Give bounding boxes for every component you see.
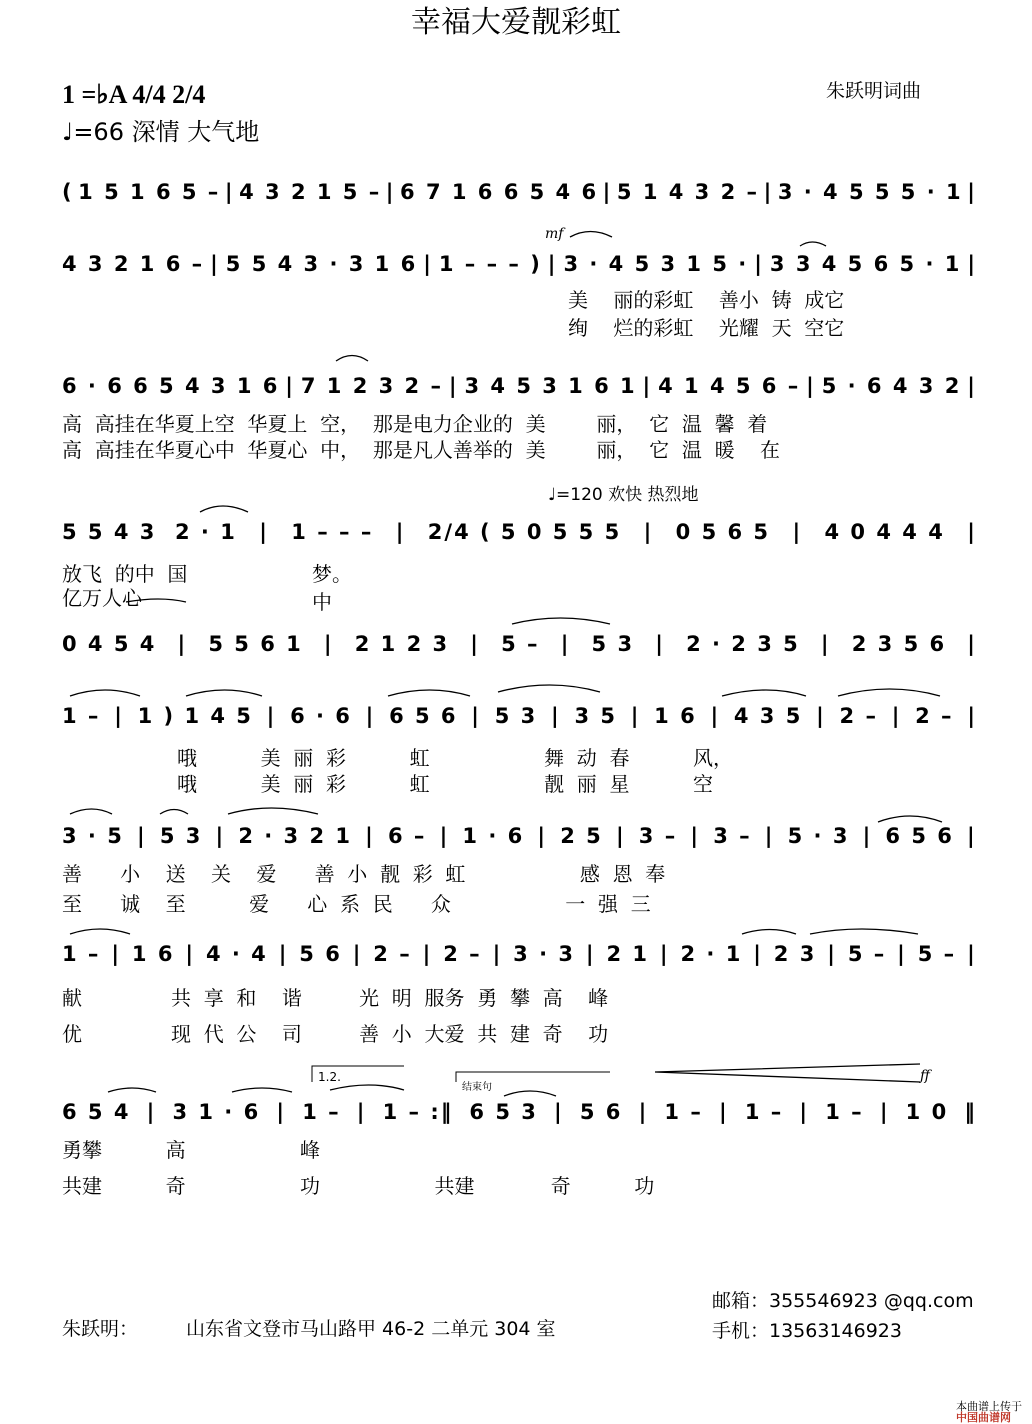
note-group: 4 1 4 5 6 –	[658, 374, 801, 398]
note-group: 2 1 2 3	[354, 632, 450, 656]
note-group: 2 · 3 2 1	[238, 824, 353, 848]
note-group: 4 3 2 1 5 –	[239, 180, 382, 204]
bar-line: |	[423, 252, 433, 276]
bar-line: |	[763, 180, 774, 204]
bar-line: |	[448, 374, 459, 398]
note-group: 3 –	[713, 824, 752, 848]
bar-line: |	[967, 824, 977, 848]
note-group: 1 · 6	[462, 824, 525, 848]
note-group: 3 · 4 5 3 1 5 ·	[563, 252, 749, 276]
bar-line: |	[278, 942, 289, 966]
note-group: 5 · 3	[787, 824, 850, 848]
note-group: 5 6	[579, 1100, 623, 1124]
note-group: 3 · 5	[62, 824, 124, 848]
notes-row	[62, 180, 977, 204]
bar-line: |	[439, 824, 450, 848]
bar-line: |	[259, 520, 269, 544]
notes-row	[62, 632, 977, 656]
note-group: 1 0	[905, 1100, 949, 1124]
bar-line: 1 – :‖	[382, 1100, 454, 1124]
staff-line-8	[62, 930, 977, 1046]
bar-line: |	[356, 1100, 367, 1124]
note-group: 6 7 1 6 6 5 4 6	[400, 180, 599, 204]
note-group: 1 –	[62, 942, 101, 966]
bar-line: |	[967, 942, 977, 966]
note-group: 5 · 6 4 3 2	[821, 374, 962, 398]
bar-line: |	[710, 704, 721, 728]
tempo-marking-intro: ♩=66 深情 大气地	[62, 118, 260, 146]
note-group: 5 1 4 3 2 –	[616, 180, 760, 204]
bar-line: |	[585, 942, 596, 966]
lyrics-verse-2: 绚 烂的彩虹 光耀 天 空它	[568, 316, 845, 340]
lyrics-verse-1: 善 小 送 关 爱 善 小 靓 彩 虹 感 恩 奉	[62, 862, 666, 886]
note-group: 3 · 3	[513, 942, 575, 966]
note-group: 3 5	[574, 704, 617, 728]
lyrics-verse-1: 放飞 的中 国	[62, 562, 188, 586]
dynamic-ff: ff	[920, 1068, 930, 1084]
bar-line: |	[967, 252, 977, 276]
bar-line: |	[753, 942, 763, 966]
staff-line-4	[62, 508, 977, 614]
bar-line: |	[967, 632, 977, 656]
bar-line: |	[827, 942, 837, 966]
note-group: 4 3 5	[733, 704, 803, 728]
author-phone: 手机：13563146923	[712, 1320, 902, 1342]
note-group: 2 · 2 3 5	[686, 632, 800, 656]
notes-row	[62, 520, 977, 544]
note-group: (	[62, 180, 74, 204]
lyrics-verse-1: 勇攀 高 峰	[62, 1138, 321, 1162]
note-group: 2 5	[560, 824, 603, 848]
note-group: 4 · 4	[205, 942, 268, 966]
note-group: 7 1 2 3 2 –	[300, 374, 443, 398]
note-group: 5 –	[501, 632, 540, 656]
note-group: 1 ) 1 4 5	[137, 704, 253, 728]
bar-line: |	[136, 824, 147, 848]
note-group: 3 –	[638, 824, 678, 848]
lyrics-verse-1: 献 共 享 和 谐 光 明 服务 勇 攀 高 峰	[62, 986, 609, 1010]
note-group: 5 6	[299, 942, 342, 966]
note-group: 5 5 4 3 · 3 1 6	[225, 252, 418, 276]
note-group: 6 5 3	[469, 1100, 538, 1124]
note-group: 1 5 1 6 5 –	[78, 180, 221, 204]
note-group: 6 · 6 6 5 4 3 1 6	[62, 374, 280, 398]
staff-line-7	[62, 812, 977, 916]
bar-line: |	[111, 942, 122, 966]
note-group: 1 – – –	[291, 520, 374, 544]
lyrics-verse-1: 哦 美 丽 彩 虹 舞 动 春 风，	[177, 746, 734, 770]
bar-line: |	[560, 632, 571, 656]
bar-line: |	[806, 374, 816, 398]
note-group: 5 –	[917, 942, 957, 966]
note-group: 5 5 4 3 2 · 1	[62, 520, 237, 544]
note-group: 3 3 4 5 6 5 · 1	[769, 252, 962, 276]
note-group: 6 5 4	[62, 1100, 131, 1124]
bar-line: |	[642, 374, 653, 398]
bar-line: |	[177, 632, 188, 656]
staff-line-5	[62, 620, 977, 680]
staff-line-3	[62, 362, 977, 462]
lyrics-verse-2: 至 诚 至 爱 心 系 民 众 一 强 三	[62, 892, 651, 916]
composer-credit: 朱跃明词曲	[826, 80, 922, 102]
author-name: 朱跃明：	[62, 1318, 139, 1340]
note-group: 5 5 6 1	[208, 632, 303, 656]
bar-line: |	[754, 252, 764, 276]
bar-line: |	[799, 1100, 810, 1124]
upload-credit-text: 本曲谱上传于	[956, 1400, 1022, 1413]
notes-row	[62, 252, 977, 276]
note-group: 2 –	[915, 704, 954, 728]
bar-line: |	[554, 1100, 564, 1124]
bar-line: |	[215, 824, 226, 848]
lyrics-verse-2: 高 高挂在华夏心中 华夏心 中， 那是凡人善举的 美 丽， 它 温 暖 在	[62, 438, 781, 462]
bar-line: |	[365, 824, 375, 848]
bar-line: |	[547, 252, 558, 276]
note-group: 0 5 6 5	[675, 520, 771, 544]
song-title: 幸福大爱靓彩虹	[411, 5, 621, 40]
note-group: 2 –	[839, 704, 878, 728]
bar-line: |	[471, 704, 481, 728]
lyrics-verse-1: 高 高挂在华夏上空 华夏上 空， 那是电力企业的 美 丽， 它 温 馨 着	[62, 412, 768, 436]
bar-line: |	[862, 824, 873, 848]
note-group: 5 3	[591, 632, 635, 656]
bar-line: |	[224, 180, 235, 204]
bar-line: |	[638, 1100, 649, 1124]
bar-line: |	[537, 824, 548, 848]
staff-line-6	[62, 692, 977, 796]
bar-line: |	[659, 942, 670, 966]
note-group: 1 6	[654, 704, 697, 728]
author-email: 邮箱：355546923 @qq.com	[712, 1290, 974, 1312]
bar-line: |	[891, 704, 902, 728]
note-group: 6 –	[388, 824, 427, 848]
bar-line: |	[551, 704, 561, 728]
bar-line: ‖	[964, 1100, 977, 1124]
note-group: 0 4 5 4	[62, 632, 157, 656]
bar-line: |	[395, 520, 406, 544]
site-logo: 中国曲谱网	[956, 1411, 1011, 1424]
bar-line: |	[816, 704, 826, 728]
bar-line: |	[492, 942, 503, 966]
bar-line: |	[146, 1100, 157, 1124]
note-group: 2/4 ( 5 0 5 5 5	[427, 520, 622, 544]
bar-line: |	[276, 1100, 287, 1124]
bar-line: |	[210, 252, 220, 276]
note-group: 1 –	[744, 1100, 784, 1124]
note-group: 6 · 6	[290, 704, 352, 728]
bar-line: |	[718, 1100, 729, 1124]
bar-line: |	[967, 520, 977, 544]
note-group: 3 · 4 5 5 5 · 1	[777, 180, 963, 204]
lyrics-verse-1-end: 梦。	[312, 562, 352, 586]
bar-line: |	[792, 520, 803, 544]
note-group: 1 –	[664, 1100, 703, 1124]
bar-line: |	[967, 704, 977, 728]
bar-line: |	[285, 374, 295, 398]
note-group: 3 4 5 3 1 6 1	[464, 374, 637, 398]
bar-line: |	[879, 1100, 890, 1124]
lyrics-verse-2: 优 现 代 公 司 善 小 大爱 共 建 奇 功	[62, 1022, 609, 1046]
note-group: 1 –	[302, 1100, 341, 1124]
author-address: 山东省文登市马山路甲 46-2 二单元 304 室	[186, 1318, 556, 1340]
note-group: 1 6	[131, 942, 175, 966]
key-signature: 1 =♭A 4/4 2/4	[62, 80, 206, 109]
lyrics-verse-2: 亿万人心	[62, 586, 142, 610]
bar-line: |	[690, 824, 701, 848]
note-group: 6 5 6	[885, 824, 954, 848]
notes-row	[62, 1100, 977, 1124]
lyrics-verse-2-end: 中	[312, 590, 332, 614]
note-group: 4 3 2 1 6 –	[62, 252, 205, 276]
note-group: 5 3	[159, 824, 203, 848]
dynamic-mf: mf	[545, 226, 564, 242]
bar-line: |	[643, 520, 654, 544]
note-group: 1 –	[825, 1100, 864, 1124]
staff-line-1	[62, 168, 977, 228]
note-group: 2 –	[373, 942, 412, 966]
staff-line-9	[62, 1088, 977, 1198]
bar-line: |	[422, 942, 433, 966]
note-group: 1 – – – )	[438, 252, 542, 276]
note-group: 5 –	[847, 942, 887, 966]
lyrics-verse-2: 哦 美 丽 彩 虹 靓 丽 星 空	[177, 772, 714, 796]
bar-line: |	[897, 942, 907, 966]
bar-line: |	[655, 632, 665, 656]
bar-line: |	[967, 374, 977, 398]
bar-line: |	[967, 180, 977, 204]
bar-line: |	[385, 180, 396, 204]
bar-line: |	[185, 942, 196, 966]
note-group: 2 –	[443, 942, 482, 966]
note-group: 2 1	[606, 942, 649, 966]
note-group: 3 1 · 6	[172, 1100, 261, 1124]
ending-label: 结束句	[462, 1082, 492, 1093]
bar-line: |	[764, 824, 775, 848]
bar-line: |	[266, 704, 277, 728]
volta-label: 1.2.	[318, 1070, 341, 1084]
note-group: 1 –	[62, 704, 101, 728]
note-group: 6 5 6	[389, 704, 458, 728]
note-group: 4 0 4 4 4	[824, 520, 945, 544]
note-group: 2 3	[773, 942, 817, 966]
note-group: 2 3 5 6	[851, 632, 947, 656]
bar-line: |	[352, 942, 363, 966]
notes-row	[62, 704, 977, 728]
bar-line: |	[365, 704, 376, 728]
note-group: 2 · 1	[680, 942, 743, 966]
notes-row	[62, 824, 977, 848]
bar-line: |	[114, 704, 124, 728]
bar-line: |	[602, 180, 613, 204]
notes-row	[62, 374, 977, 398]
bar-line: |	[323, 632, 334, 656]
staff-line-2	[62, 240, 977, 340]
tempo-marking-fast: ♩=120 欢快 热烈地	[548, 485, 699, 505]
bar-line: |	[615, 824, 626, 848]
lyrics-verse-1: 美 丽的彩虹 善小 铸 成它	[568, 288, 845, 312]
bar-line: |	[470, 632, 480, 656]
lyrics-verse-2: 共建 奇 功 共建 奇 功	[62, 1174, 655, 1198]
notes-row	[62, 942, 977, 966]
bar-line: |	[820, 632, 831, 656]
bar-line: |	[630, 704, 641, 728]
upload-credit	[949, 1390, 1022, 1423]
note-group: 5 3	[494, 704, 538, 728]
